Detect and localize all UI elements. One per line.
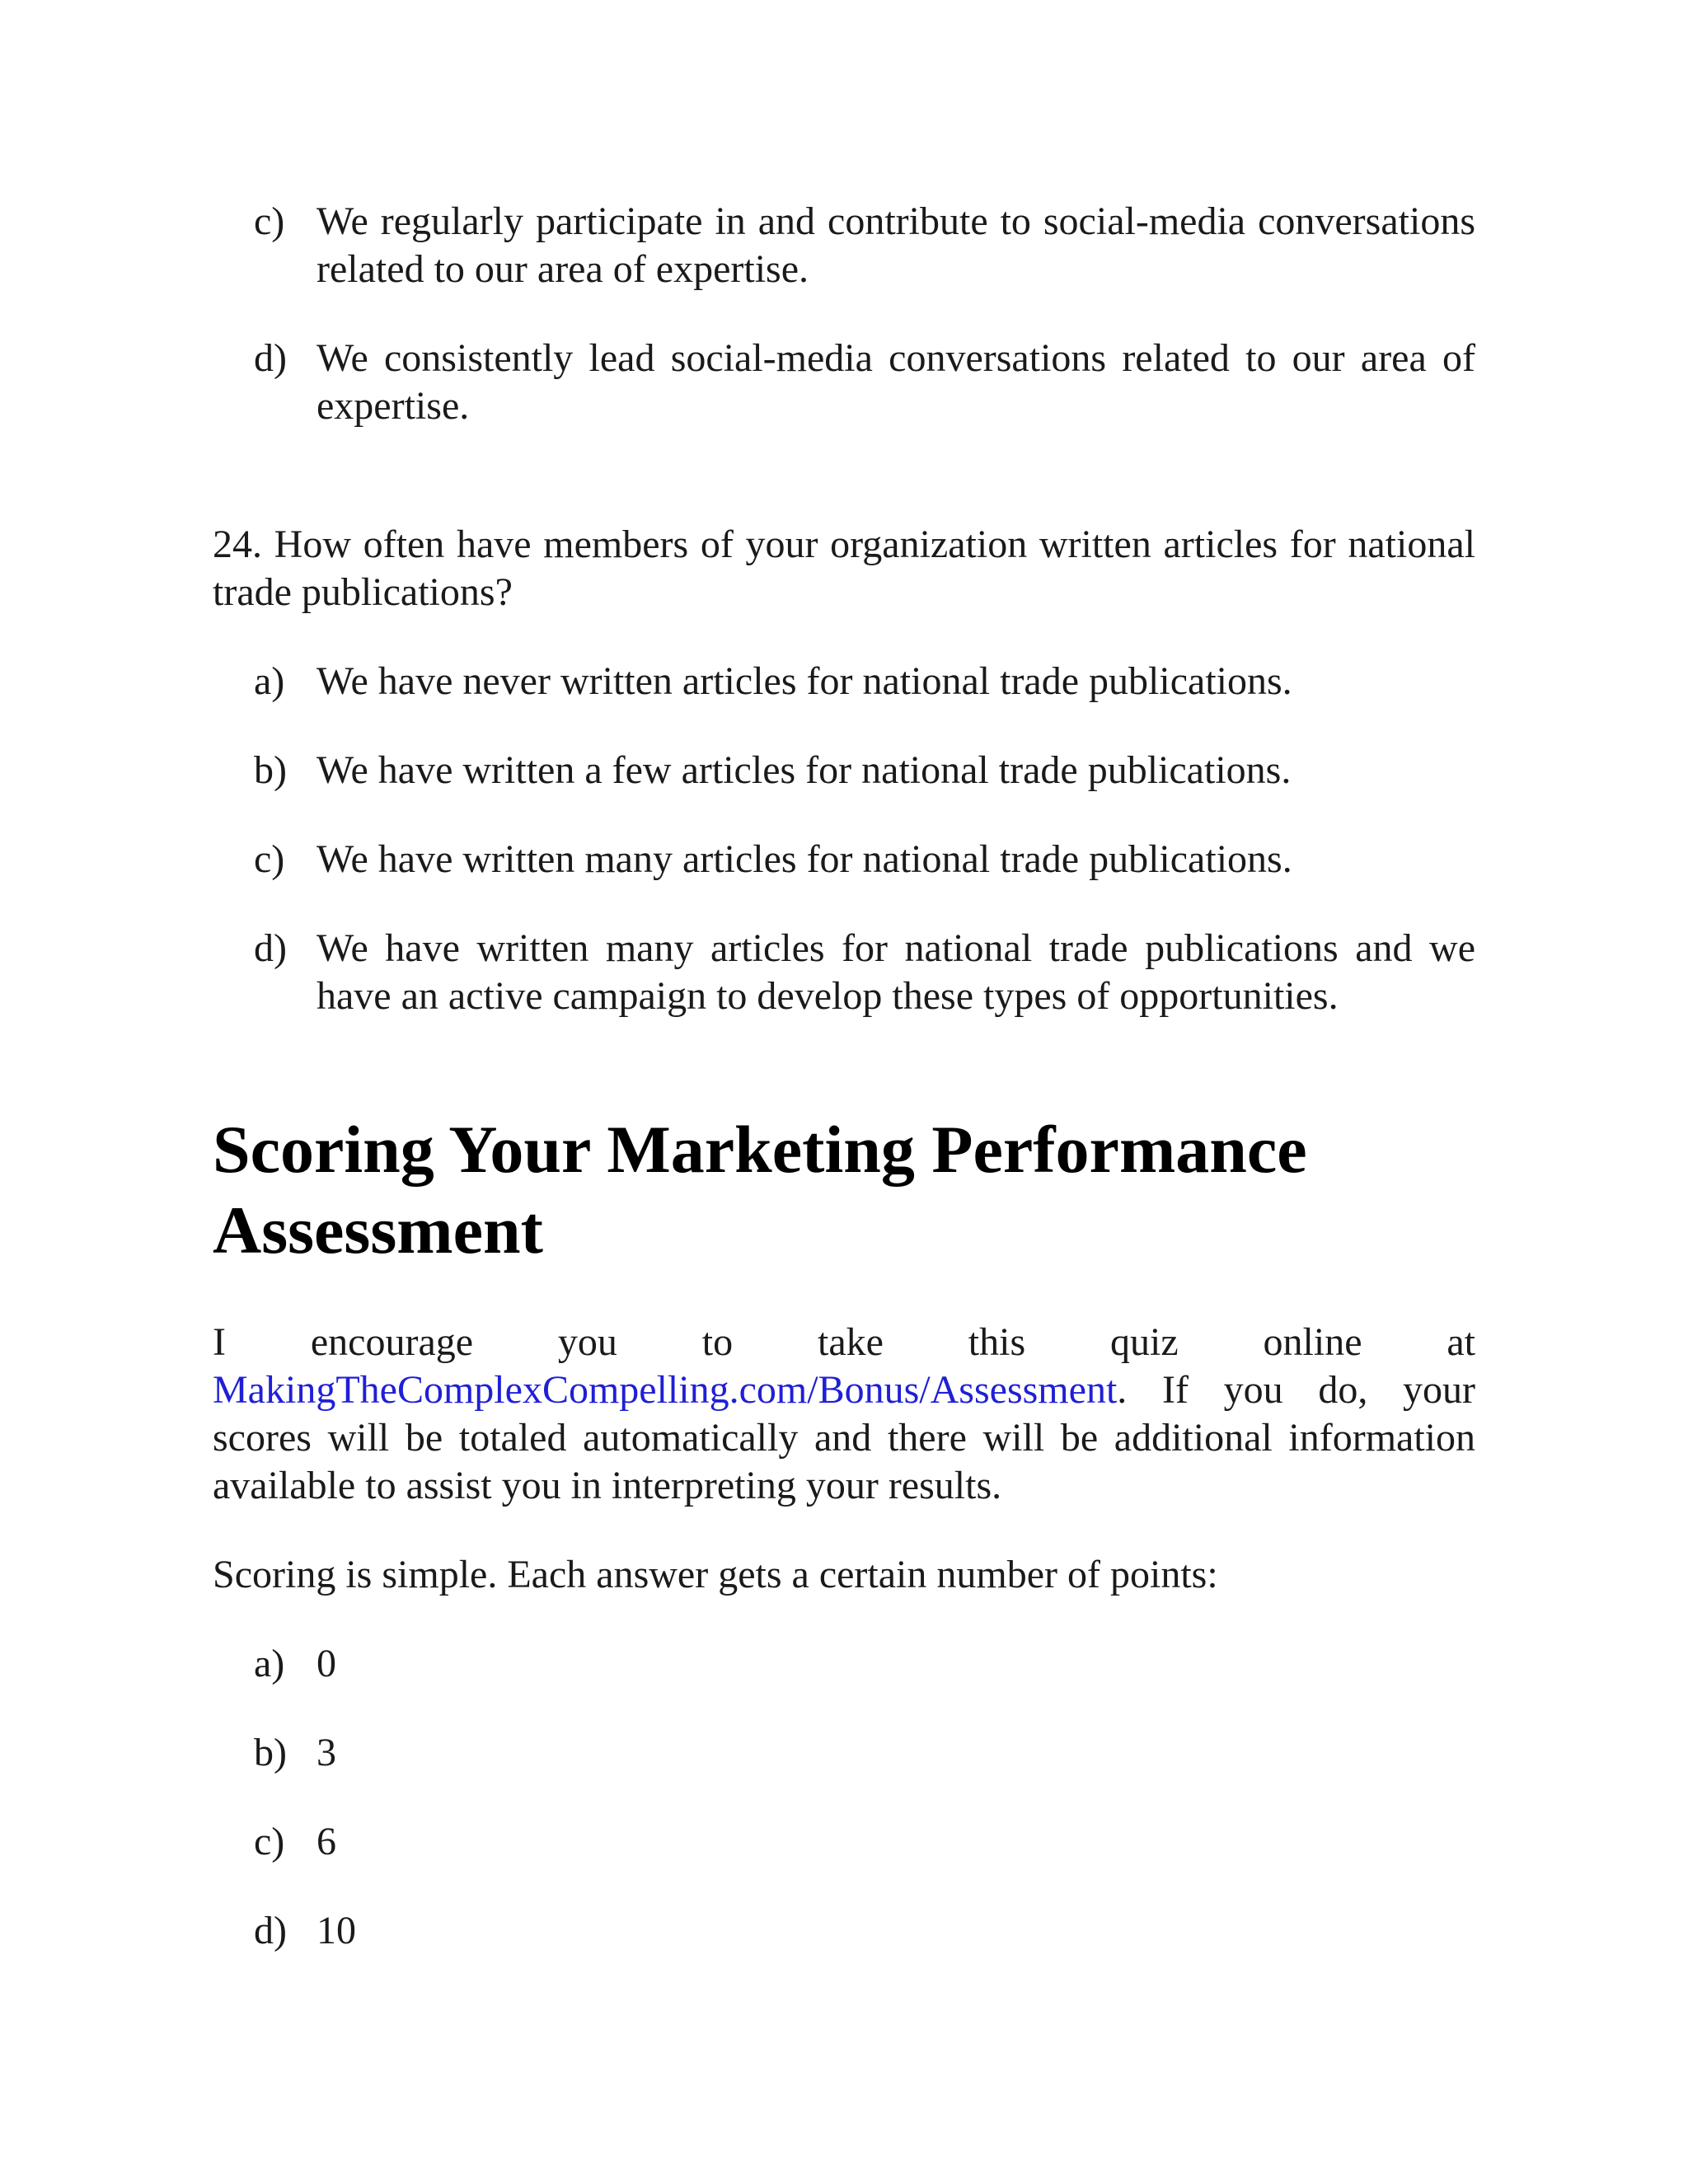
option-text: We have never written articles for national trade publications. [316,659,1292,703]
option-d [254,335,1475,430]
option-text: We consistently lead social-media conversations related to our area of expertise. [316,336,1475,428]
option-text: We have written many articles for national trade publications. [316,837,1292,881]
points-value: 6 [316,1820,336,1863]
option-text: We regularly participate in and contribute to social-media conversations related to our area of expertise. [316,199,1475,291]
points-marker: d) [254,1909,287,1952]
points-intro: Scoring is simple. Each answer gets a certain number of points: [213,1553,1218,1596]
page-content [213,198,1475,1996]
option-marker: c) [254,837,285,881]
points-list [213,1640,1475,1955]
question-24: 24. How often have members of your organization written articles for national trade publications? [213,523,1475,614]
points-b [254,1729,1475,1777]
option-marker: d) [254,336,287,380]
points-d [254,1907,1475,1955]
points-value: 10 [316,1909,356,1952]
option-a [254,658,1475,705]
section-heading: Scoring Your Marketing Performance Assessment [213,1112,1307,1268]
option-c [254,198,1475,293]
intro-paragraph [213,1319,1475,1510]
option-text: We have written many articles for national trade publications and we have an active campaign to develop these types of opportunities. [316,926,1475,1018]
intro-text-after-link: . If you do, your scores will be totaled automatically and there will be additional information available to assist you in interpreting your results. [213,1368,1475,1507]
intro-text-before-link: I encourage you to take this quiz online at [213,1320,1475,1364]
option-b [254,747,1475,794]
points-marker: c) [254,1820,285,1863]
option-text: We have written a few articles for national trade publications. [316,748,1292,792]
previous-question-options [213,198,1475,430]
question-24-options [213,658,1475,1020]
option-marker: c) [254,199,285,243]
option-marker: b) [254,748,287,792]
option-marker: a) [254,659,285,703]
points-marker: a) [254,1642,285,1685]
option-c [254,836,1475,883]
points-a [254,1640,1475,1688]
assessment-link[interactable]: MakingTheComplexCompelling.com/Bonus/Assessment [213,1368,1118,1412]
points-marker: b) [254,1731,287,1774]
option-marker: d) [254,926,287,970]
points-c [254,1818,1475,1866]
points-value: 0 [316,1642,336,1685]
option-d [254,925,1475,1020]
points-value: 3 [316,1731,336,1774]
